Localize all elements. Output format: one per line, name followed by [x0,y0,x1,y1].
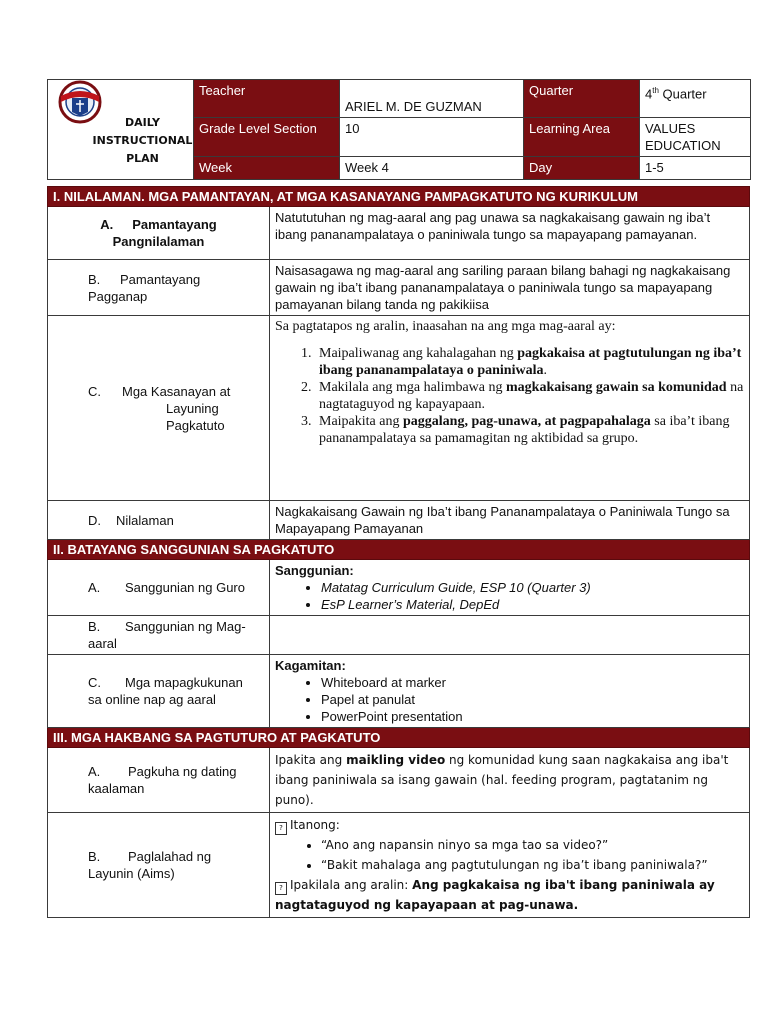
row-content: Nagkakaisang Gawain ng Iba’t ibang Pananampalataya o Paniniwala Tungo sa Mapayapang Pamayanan [270,501,750,540]
list-item: 2. Makilala ang mga halimbawa ng magkakaisang gawain sa komunidad na nagtataguyod ng kapayapaan. [315,379,744,413]
row-label: D. Nilalaman [48,501,270,540]
day-value: 1-5 [640,157,751,180]
row-label: B. Sanggunian ng Mag- aaral [48,616,270,655]
row-content [270,655,750,728]
list-item: • “Bakit mahalaga ang pagtutulungan ng iba’t ibang paniniwala?” [321,855,744,875]
row-content-empty [270,616,750,655]
lesson-content-table [47,186,750,918]
row-paglalahad-layunin [48,813,750,918]
row-label: B. Pamantayang Pagganap [48,260,270,316]
section-1-title: I. NILALAMAN. MGA PAMANTAYAN, AT MGA KASANAYANG PAMPAGKATUTO NG KURIKULUM [48,187,750,207]
questions-list [275,835,744,875]
school-seal-logo-icon [58,80,102,124]
header-table [47,79,751,180]
materials-list [275,674,744,725]
missing-glyph-icon: ? [275,822,287,835]
row-label: C. Mga Kasanayan at Layuning Pagkatuto [48,316,270,501]
quarter-value: 4th Quarter [640,80,751,118]
list-item: 1. Maipaliwanag ang kahalagahan ng pagkakaisa at pagtutulungan ng iba’t ibang pananampalataya o paniniwala. [315,345,744,379]
list-item: • Papel at panulat [321,691,744,708]
daily-instructional-plan-title: DAILY INSTRUCTIONAL PLAN [92,115,193,165]
reference-list [275,579,744,613]
row-pamantayang-pangnilalaman [48,207,750,260]
row-label: B. Paglalahad ng Layunin (Aims) [48,813,270,918]
row-content: Ipakita ang maikling video ng komunidad kung saan nagkakaisa ang iba't ibang paniniwala sa isang gawain (hal. feeding program, pagtatanim ng puno). [270,748,750,813]
day-label: Day [524,157,640,180]
kagamitan-heading: Kagamitan: [275,658,346,673]
list-item: • “Ano ang napansin ninyo sa mga tao sa video?” [321,835,744,855]
row-sanggunian-mag-aaral [48,616,750,655]
list-item: • Whiteboard at marker [321,674,744,691]
teacher-value: ARIEL M. DE GUZMAN [340,80,524,118]
list-item: 3. Maipakita ang paggalang, pag-unawa, at pagpapahalaga sa iba’t ibang pananampalataya sa pamamagitan ng aktibidad sa grupo. [315,413,744,447]
row-pamantayang-pagganap [48,260,750,316]
logo-title-cell [48,80,194,180]
week-value: Week 4 [340,157,524,180]
row-content [270,316,750,501]
learning-area-label: Learning Area [524,118,640,157]
learning-area-value: VALUES EDUCATION [640,118,751,157]
row-label: A. Pagkuha ng dating kaalaman [48,748,270,813]
row-content [270,560,750,616]
objectives-intro: Sa pagtatapos ng aralin, inaasahan na ang mga mag-aaral ay: [275,319,616,334]
quarter-label: Quarter [524,80,640,118]
grade-level-section-value: 10 [340,118,524,157]
section-3-title: III. MGA HAKBANG SA PAGTUTURO AT PAGKATUTO [48,728,750,748]
sanggunian-heading: Sanggunian: [275,563,354,578]
missing-glyph-icon: ? [275,882,287,895]
section-2-title: II. BATAYANG SANGGUNIAN SA PAGKATUTO [48,540,750,560]
teacher-label: Teacher [194,80,340,118]
row-pagkuha-dating-kaalaman [48,748,750,813]
list-item: • PowerPoint presentation [321,708,744,725]
row-mga-kasanayan [48,316,750,501]
row-content: Naisasagawa ng mag-aaral ang sariling paraan bilang bahagi ng nagkakaisang gawain ng iba’t ibang pananampalataya o paniniwala tungo sa mapayapang pamayanan bilang tanda ng pakikiisa [270,260,750,316]
row-content: Natututuhan ng mag-aaral ang pag unawa sa nagkakaisang gawain ng iba’t ibang pananampalataya o paniniwala tungo sa mapayapang pamayanan. [270,207,750,260]
row-content: ? Itanong: • “Ano ang napansin ninyo sa mga tao sa video?” • “Bakit mahalaga ang pagtutulungan ng iba’t ibang paniniwala?” ? Ipakilala ang aralin: Ang pagkakaisa ng iba't ibang paniniwala ay nagtataguyod ng kapayapaan at pag-unawa. [270,813,750,918]
list-item: • EsP Learner’s Material, DepEd [321,596,744,613]
row-sanggunian-guro [48,560,750,616]
week-label: Week [194,157,340,180]
list-item: • Matatag Curriculum Guide, ESP 10 (Quarter 3) [321,579,744,596]
objectives-list [275,345,744,447]
row-label: C. Mga mapagkukunan sa online nap ag aaral [48,655,270,728]
grade-level-section-label: Grade Level Section [194,118,340,157]
row-label: A. Sanggunian ng Guro [48,560,270,616]
row-nilalaman [48,501,750,540]
row-label: A. Pamantayang Pangnilalaman [48,207,270,260]
row-mapagkukunan-online [48,655,750,728]
